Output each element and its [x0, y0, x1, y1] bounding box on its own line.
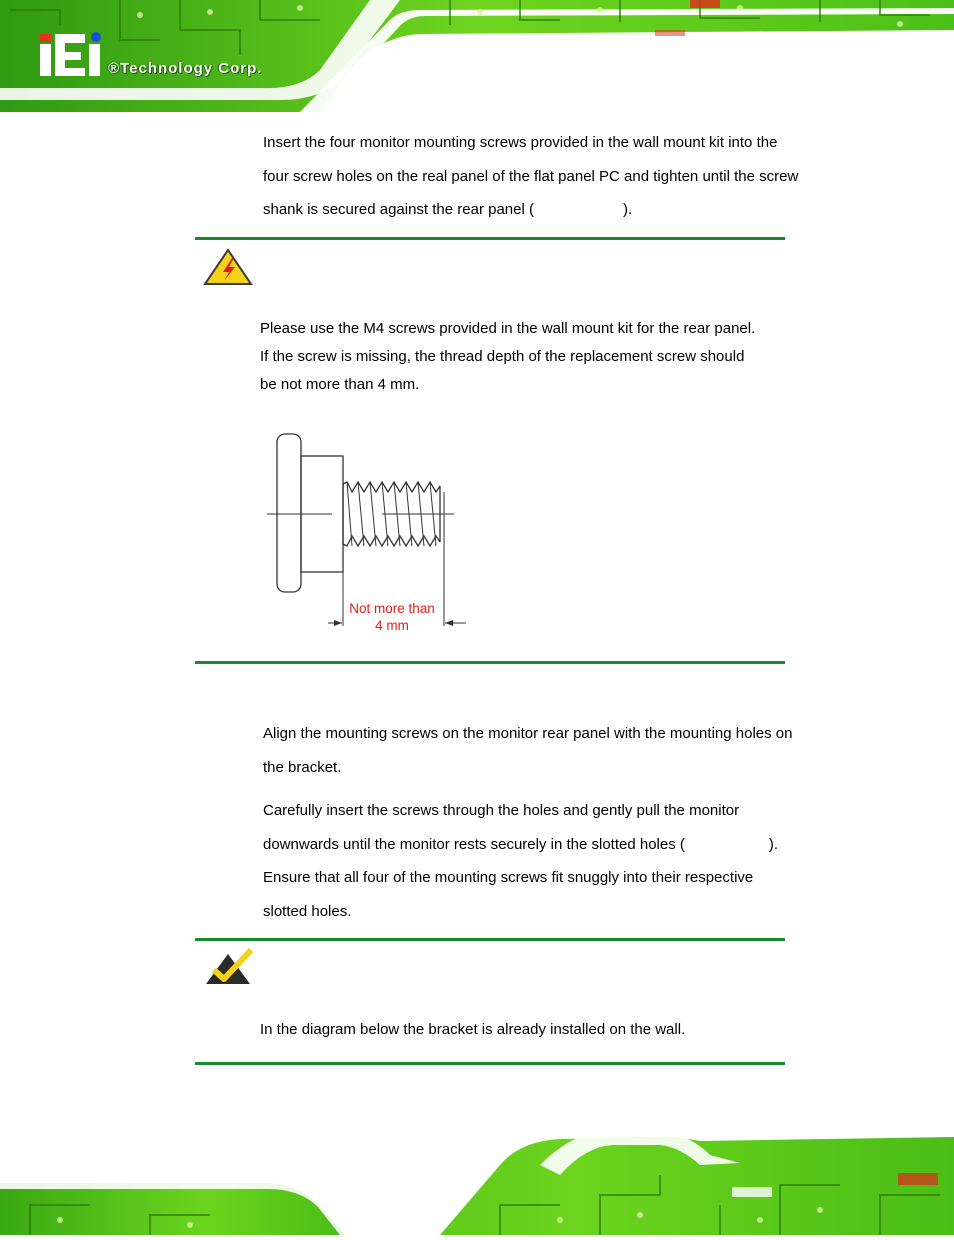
company-name: ®Technology Corp. — [108, 60, 263, 77]
text-line: slotted holes. — [263, 902, 352, 920]
note-top-rule — [195, 938, 785, 941]
warning-top-rule — [195, 237, 785, 240]
text-line: downwards until the monitor rests securely in the slotted holes ( ). — [263, 835, 779, 853]
footer-banner — [0, 1125, 954, 1235]
note-bottom-rule — [195, 1062, 785, 1065]
step-align-screws — [263, 717, 823, 784]
company-logo — [38, 30, 108, 80]
step-insert-screws — [263, 126, 823, 227]
warning-icon — [203, 248, 253, 286]
pcb-footer-graphic — [0, 1125, 954, 1235]
step-insert-into-holes — [263, 794, 823, 928]
pcb-header-graphic — [0, 0, 954, 112]
dimension-label-line2: 4 mm — [375, 618, 409, 633]
text-line: four screw holes on the real panel of the flat panel PC and tighten until the screw — [263, 167, 799, 185]
text-line: Please use the M4 screws provided in the wall mount kit for the rear panel. — [260, 320, 756, 337]
text-line: the bracket. — [263, 758, 342, 776]
text-line: Insert the four monitor mounting screws provided in the wall mount kit into the — [263, 134, 778, 151]
warning-text — [260, 315, 800, 399]
dimension-label-line1: Not more than — [349, 601, 435, 616]
text-line: Align the mounting screws on the monitor rear panel with the mounting holes on — [263, 725, 793, 742]
text-line: Carefully insert the screws through the holes and gently pull the monitor — [263, 802, 740, 819]
text-line: If the screw is missing, the thread depth of the replacement screw should — [260, 348, 745, 365]
text-line: shank is secured against the rear panel ( ). — [263, 201, 633, 218]
iei-logo-icon — [38, 30, 108, 80]
note-text: In the diagram below the bracket is already installed on the wall. — [260, 1021, 686, 1038]
checkmark-icon — [204, 948, 254, 986]
header-banner — [0, 0, 954, 112]
text-line: Ensure that all four of the mounting screws fit snuggly into their respective — [263, 869, 754, 886]
text-line: be not more than 4 mm. — [260, 376, 420, 393]
screw-depth-diagram — [262, 428, 472, 636]
warning-bottom-rule — [195, 661, 785, 664]
